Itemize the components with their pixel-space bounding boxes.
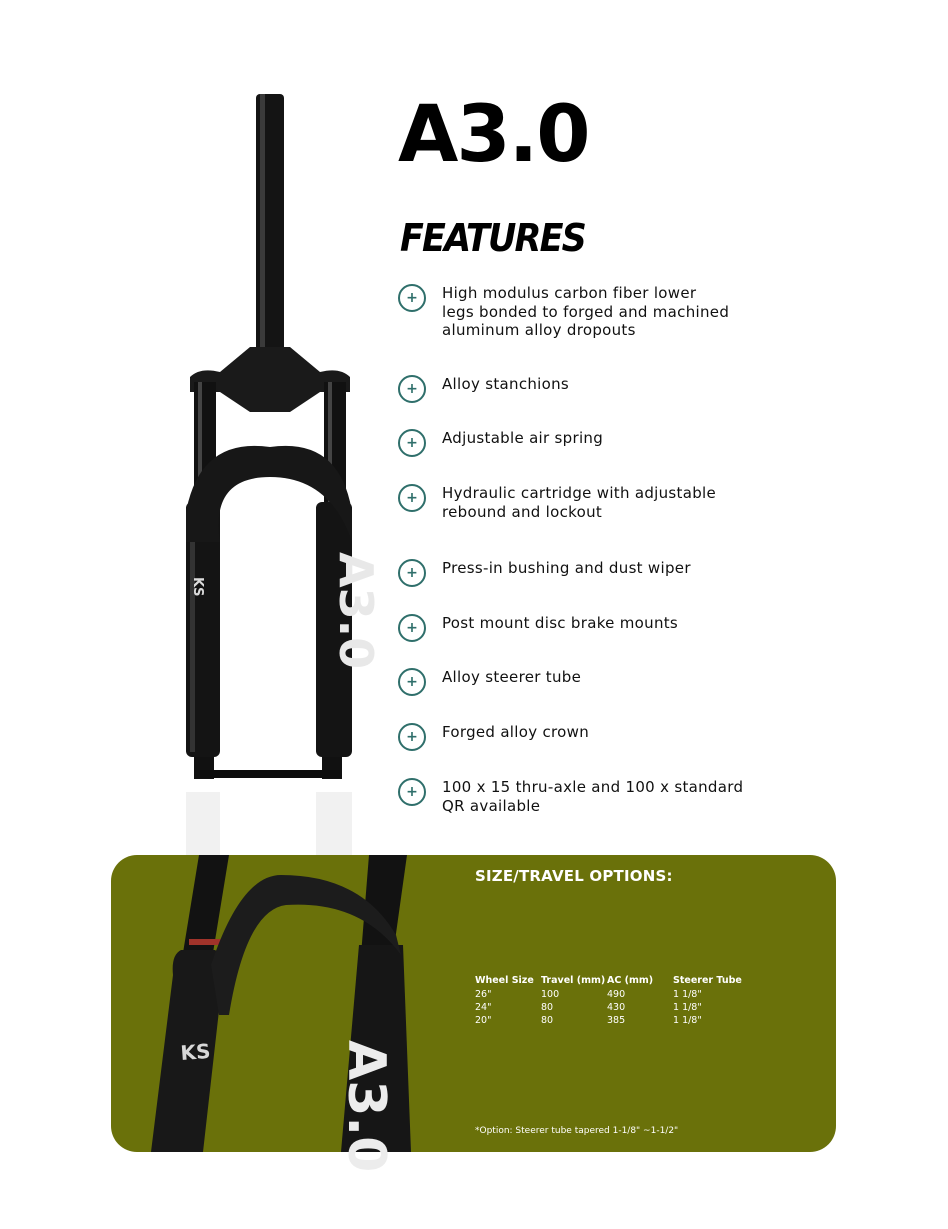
plus-circle-icon: +	[398, 668, 426, 696]
product-title: A3.0	[398, 90, 589, 180]
closeup-brand-text: KS	[179, 1038, 212, 1065]
feature-item	[398, 375, 569, 403]
plus-circle-icon: +	[398, 484, 426, 512]
table-cell: 20"	[475, 1015, 492, 1026]
table-header-row	[475, 975, 743, 988]
table-cell: 490	[607, 989, 626, 1000]
feature-item	[398, 429, 603, 457]
plus-circle-icon: +	[398, 284, 426, 312]
table-row	[475, 988, 743, 1001]
fork-closeup-image	[111, 855, 441, 1173]
size-travel-heading: SIZE/TRAVEL OPTIONS:	[475, 867, 673, 885]
table-cell: 26"	[475, 989, 492, 1000]
feature-text: Post mount disc brake mounts	[442, 614, 679, 632]
size-travel-panel	[111, 855, 836, 1173]
feature-item	[398, 614, 678, 642]
feature-item	[398, 559, 691, 587]
table-cell: 80	[541, 1015, 554, 1026]
fork-brand-text: KS	[190, 577, 205, 597]
feature-text: High modulus carbon fiber lower legs bonded to forged and machined aluminum alloy dropouts	[442, 284, 730, 339]
feature-item	[398, 723, 589, 751]
closeup-model-text: A3.0	[336, 1040, 396, 1173]
table-cell: 1 1/8"	[673, 1015, 702, 1026]
feature-text: Adjustable air spring	[442, 429, 604, 447]
option-footnote: *Option: Steerer tube tapered 1-1/8" ~1-1/2"	[475, 1126, 679, 1136]
column-header: AC (mm)	[607, 975, 654, 986]
table-row	[475, 1014, 743, 1027]
plus-circle-icon: +	[398, 375, 426, 403]
feature-item	[398, 284, 729, 340]
column-header: Wheel Size	[475, 975, 534, 986]
features-heading: FEATURES	[400, 216, 585, 260]
plus-circle-icon: +	[398, 559, 426, 587]
feature-text: Press-in bushing and dust wiper	[442, 559, 691, 577]
column-header: Steerer Tube	[673, 975, 742, 986]
feature-text: Alloy stanchions	[442, 375, 570, 393]
plus-circle-icon: +	[398, 723, 426, 751]
table-cell: 1 1/8"	[673, 1002, 702, 1013]
column-header: Travel (mm)	[541, 975, 606, 986]
table-cell: 430	[607, 1002, 626, 1013]
feature-text: Alloy steerer tube	[442, 668, 582, 686]
feature-text: Forged alloy crown	[442, 723, 589, 741]
feature-item	[398, 668, 581, 696]
plus-circle-icon: +	[398, 778, 426, 806]
table-row	[475, 1001, 743, 1014]
feature-item	[398, 778, 743, 815]
table-cell: 80	[541, 1002, 554, 1013]
feature-text: Hydraulic cartridge with adjustable rebound and lockout	[442, 484, 717, 521]
table-cell: 1 1/8"	[673, 989, 702, 1000]
table-cell: 385	[607, 1015, 626, 1026]
feature-item	[398, 484, 716, 521]
size-travel-table	[475, 975, 743, 1027]
table-cell: 100	[541, 989, 560, 1000]
fork-product-image	[180, 92, 383, 862]
fork-model-text: A3.0	[329, 552, 383, 670]
plus-circle-icon: +	[398, 614, 426, 642]
table-cell: 24"	[475, 1002, 492, 1013]
plus-circle-icon: +	[398, 429, 426, 457]
feature-text: 100 x 15 thru-axle and 100 x standard QR available	[442, 778, 744, 815]
